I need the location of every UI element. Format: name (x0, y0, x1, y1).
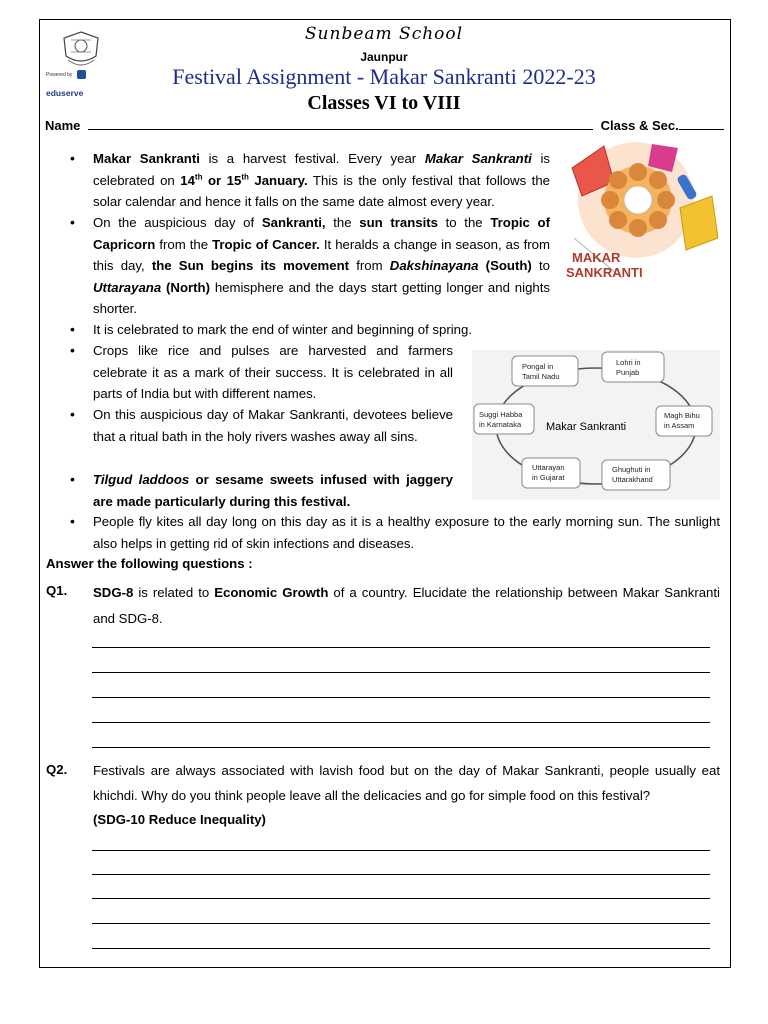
q1-answer-line[interactable] (92, 722, 710, 723)
q2-answer-line[interactable] (92, 923, 710, 924)
diagram-node-uttarayan-1: Uttarayan (532, 463, 565, 472)
bullet-harvest-festival: Makar Sankranti is a harvest festival. Every year Makar Sankranti is celebrated on 14th or 15th January. This is the only festival that follows the solar calendar and hence it falls on the same date almost every year. (93, 151, 550, 209)
diagram-node-lohri-2: Punjab (616, 368, 640, 377)
bullet-sun-transit: On the auspicious day of Sankranti, the sun transits to the Tropic of Capricorn from the Tropic of Cancer. It heralds a change in season, as from this day, the Sun begins its movement from Dakshinayana (South) to Uttarayana (North) hemisphere and the days start getting longer and nights shorter. (93, 215, 550, 316)
q2-answer-line[interactable] (92, 850, 710, 851)
diagram-node-suggi-2: in Karnataka (479, 420, 522, 429)
diagram-node-ghughuti-1: Ghughuti in (612, 465, 651, 474)
bullet-dot: • (70, 214, 75, 230)
name-blank[interactable] (88, 117, 593, 130)
q1-answer-line[interactable] (92, 672, 710, 673)
diagram-node-bihu-2: in Assam (664, 421, 695, 430)
classes-title: Classes VI to VIII (307, 92, 461, 114)
kite-caption-line1: MAKAR (572, 250, 621, 265)
name-label: Name (45, 118, 81, 133)
class-blank[interactable] (679, 117, 724, 130)
diagram-node-uttarayan-2: in Gujarat (532, 473, 565, 482)
bullet-dot: • (70, 406, 75, 422)
bullet-crops-harvested: Crops like rice and pulses are harvested and farmers celebrate it as a mark of their success. It is celebrated in all parts of India but with different names. (93, 343, 453, 401)
q2-answer-line[interactable] (92, 874, 710, 875)
bullet-dot: • (70, 150, 75, 166)
q1-answer-line[interactable] (92, 747, 710, 748)
diagram-node-lohri-1: Lohri in (616, 358, 641, 367)
bullet-dot: • (70, 471, 75, 487)
festival-names-diagram (472, 350, 720, 500)
diagram-center-label: Makar Sankranti (546, 421, 627, 433)
bullet-dot: • (70, 342, 75, 358)
bullet-dot: • (70, 321, 75, 337)
bullet-winter-end: It is celebrated to mark the end of winter and beginning of spring. (93, 322, 472, 337)
q2-answer-line[interactable] (92, 948, 710, 949)
bullet-dot: • (70, 513, 75, 529)
kite-caption-line2: SANKRANTI (566, 265, 643, 280)
diagram-node-bihu-1: Magh Bihu (664, 411, 700, 420)
bullet-tilgud-laddoos: Tilgud laddoos or sesame sweets infused with jaggery are made particularly during this festival. (93, 472, 453, 509)
name-line (45, 117, 725, 133)
assignment-title: Festival Assignment - Makar Sankranti 2022-23 (172, 64, 596, 89)
diagram-node-suggi-1: Suggi Habba (479, 410, 523, 419)
q2-text: Festivals are always associated with lavish food but on the day of Makar Sankranti, people usually eat khichdi. Why do you think people leave all the delicacies and go for simple food on this festival? (SDG-10 Reduce Inequality) (93, 763, 720, 827)
q1-text: SDG-8 is related to Economic Growth of a country. Elucidate the relationship between Makar Sankranti and SDG-8. (93, 585, 720, 626)
class-label: Class & Sec. (600, 118, 679, 133)
q2-label: Q2. (46, 762, 68, 777)
makar-sankranti-kite-illustration (562, 138, 724, 280)
diagram-node-ghughuti-2: Uttarakhand (612, 475, 653, 484)
eduserve-logo: Powered by eduserve (46, 66, 116, 80)
diagram-node-pongal-1: Pongal in (522, 362, 554, 371)
school-city: Jaunpur (360, 50, 408, 64)
q2-answer-line[interactable] (92, 898, 710, 899)
questions-heading: Answer the following questions : (46, 556, 253, 571)
q1-answer-line[interactable] (92, 697, 710, 698)
bullet-kite-flying: People fly kites all day long on this day as it is a healthy exposure to the early morning sun. The sunlight also helps in getting rid of skin infections and diseases. (93, 514, 720, 551)
q1-answer-line[interactable] (92, 647, 710, 648)
diagram-node-pongal-2: Tamil Nadu (522, 372, 560, 381)
bullet-ritual-bath: On this auspicious day of Makar Sankranti, devotees believe that a ritual bath in the holy rivers washes away all sins. (93, 407, 453, 444)
school-name: Sunbeam School (304, 24, 464, 44)
q1-label: Q1. (46, 583, 68, 598)
